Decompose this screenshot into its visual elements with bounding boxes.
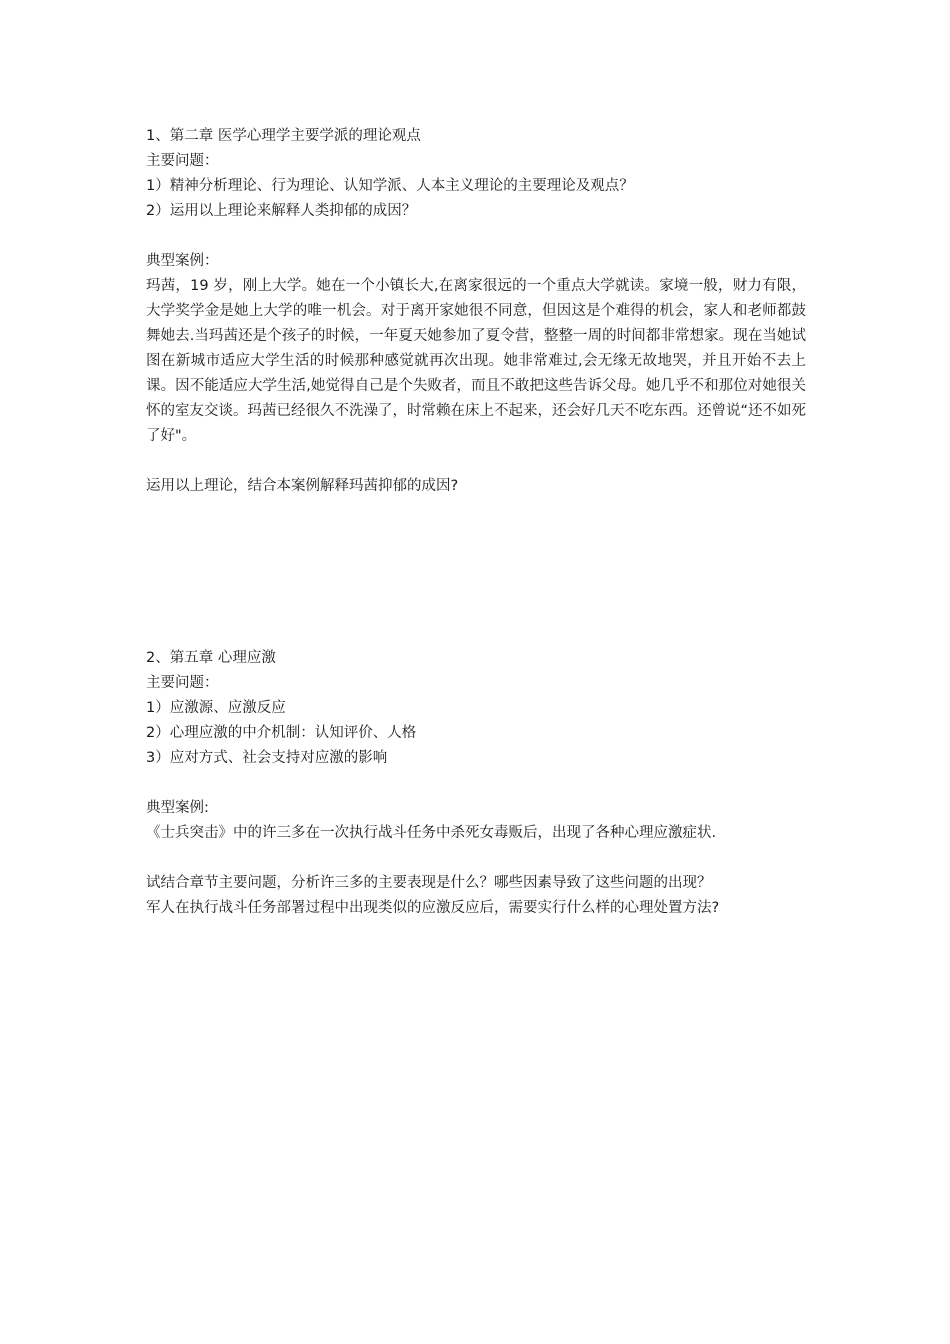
section-2-question-2: 2）心理应激的中介机制：认知评价、人格: [146, 725, 417, 741]
section-1-case-text: 玛茜，19 岁，刚上大学。她在一个小镇长大,在离家很远的一个重点大学就读。家境一般，财力有限，大学奖学金是她上大学的唯一机会。对于离开家她很不同意，但因这是个难得的机会，家人和老师都鼓舞她去.当玛茜还是个孩子的时候，一年夏天她参加了夏令营，整整一周的时间都非常想家。现在当她试图在新城市适应大学生活的时候那种感觉就再次出现。她非常难过,会无缘无故地哭，并且开始不去上课。因不能适应大学生活,她觉得自己是个失败者，而且不敢把这些告诉父母。她几乎不和那位对她很关怀的室友交谈。玛茜已经很久不洗澡了，时常赖在床上不起来，还会好几天不吃东西。还曾说“还不如死了好"。: [146, 278, 807, 444]
section-1-question-1: 1）精神分析理论、行为理论、认知学派、人本主义理论的主要理论及观点？: [146, 178, 634, 194]
section-2-question-3: 3）应对方式、社会支持对应激的影响: [146, 750, 388, 766]
section-2-task-1: 试结合章节主要问题，分析许三多的主要表现是什么？哪些因素导致了这些问题的出现？: [146, 875, 712, 891]
section-2-task-2: 军人在执行战斗任务部署过程中出现类似的应激反应后，需要实行什么样的心理处置方法?: [146, 900, 720, 916]
section-2-title: 2、第五章 心理应激: [146, 650, 276, 666]
section-1-case-label: 典型案例：: [146, 253, 219, 269]
section-2-case-label: 典型案例:: [146, 800, 209, 816]
section-1-title: 1、第二章 医学心理学主要学派的理论观点: [146, 128, 421, 144]
section-1-task: 运用以上理论，结合本案例解释玛茜抑郁的成因?: [146, 478, 459, 494]
section-2-case-text: 《士兵突击》中的许三多在一次执行战斗任务中杀死女毒贩后，出现了各种心理应激症状.: [146, 825, 717, 841]
section-1: [146, 124, 806, 499]
section-2: [146, 646, 806, 921]
section-2-question-1: 1）应激源、应激反应: [146, 700, 286, 716]
section-1-questions-label: 主要问题：: [146, 153, 219, 169]
section-2-questions-label: 主要问题：: [146, 675, 219, 691]
section-1-question-2: 2）运用以上理论来解释人类抑郁的成因？: [146, 203, 417, 219]
